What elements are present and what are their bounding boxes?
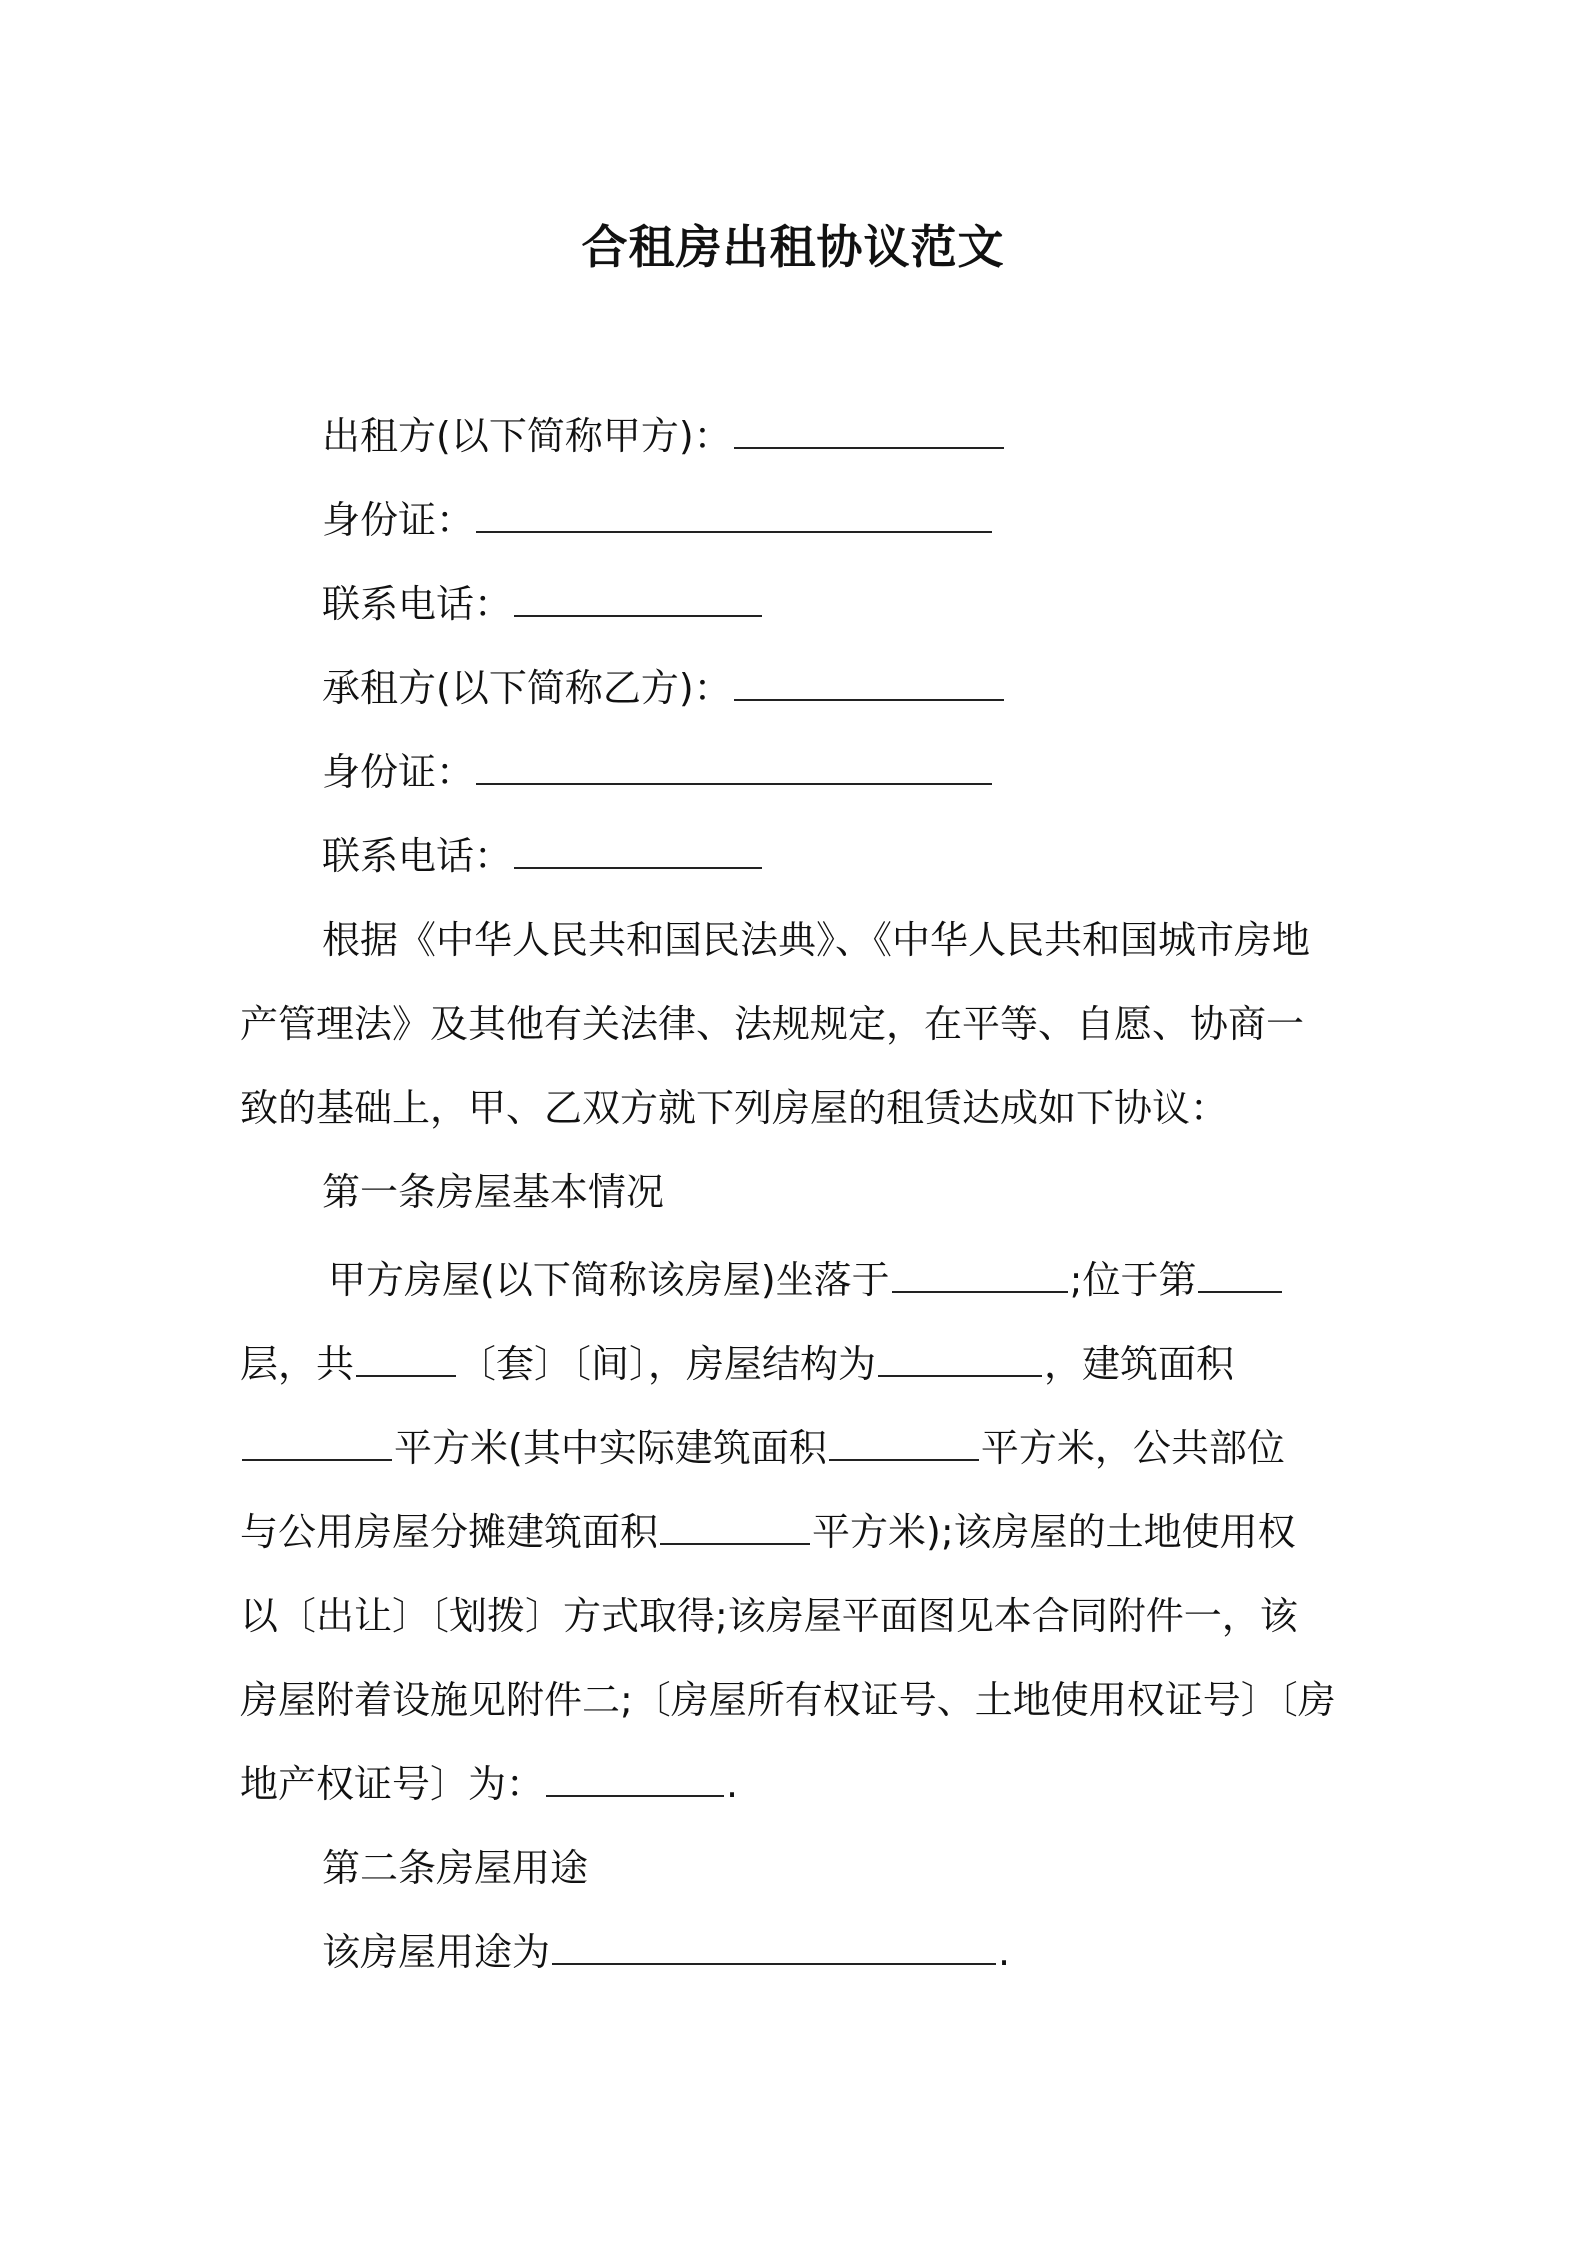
party-a-id-blank	[476, 497, 992, 533]
party-b-id-line	[322, 742, 994, 802]
article1-line	[240, 1754, 738, 1814]
party-a-id-line	[322, 490, 994, 550]
count-blank	[356, 1341, 456, 1377]
article1-line	[328, 1250, 1284, 1310]
party-a-line	[322, 406, 1006, 466]
article2-text: .	[998, 1930, 1011, 1974]
phone-label: 联系电话：	[322, 834, 513, 878]
article1-heading: 第一条房屋基本情况	[322, 1170, 665, 1214]
party-b-blank	[734, 665, 1004, 701]
article2-heading: 第二条房屋用途	[322, 1846, 589, 1890]
party-a-blank	[734, 413, 1004, 449]
article1-text: ，建筑面积	[1044, 1342, 1235, 1386]
article2-line	[322, 1922, 1010, 1982]
party-b-id-blank	[476, 749, 992, 785]
party-b-phone-blank	[514, 833, 762, 869]
article1-text: ;位于第	[1069, 1258, 1197, 1302]
article2-text: 该房屋用途为	[322, 1930, 551, 1974]
article1-text: 〔套〕〔间〕，房屋结构为	[458, 1342, 877, 1386]
structure-blank	[878, 1341, 1042, 1377]
floor-blank	[1198, 1257, 1282, 1293]
article1-text: 平方米(其中实际建筑面积	[394, 1426, 827, 1470]
article1-text: .	[726, 1762, 739, 1806]
actual-area-blank	[829, 1425, 979, 1461]
shared-area-blank	[660, 1509, 810, 1545]
building-area-blank	[242, 1425, 392, 1461]
certificate-blank	[546, 1761, 724, 1797]
id-card-label: 身份证：	[322, 498, 475, 542]
intro-line: 根据《中华人民共和国民法典》、《中华人民共和国城市房地	[322, 918, 1311, 962]
document-title: 合租房出租协议范文	[581, 220, 1005, 274]
party-b-label: 承租方(以下简称乙方)：	[322, 666, 732, 710]
phone-label: 联系电话：	[322, 582, 513, 626]
article1-text: 平方米，公共部位	[980, 1426, 1285, 1470]
article1-line: 以〔出让〕〔划拨〕方式取得;该房屋平面图见本合同附件一，该	[240, 1594, 1298, 1638]
party-b-phone-line	[322, 826, 764, 886]
usage-blank	[552, 1929, 996, 1965]
article1-text: 平方米);该房屋的土地使用权	[812, 1510, 1296, 1554]
intro-line: 产管理法》及其他有关法律、法规规定，在平等、自愿、协商一	[240, 1002, 1305, 1046]
article1-text: 地产权证号〕为：	[240, 1762, 545, 1806]
article1-text: 甲方房屋(以下简称该房屋)坐落于	[328, 1258, 890, 1302]
party-a-phone-blank	[514, 581, 762, 617]
article1-text: 与公用房屋分摊建筑面积	[240, 1510, 659, 1554]
intro-line: 致的基础上，甲、乙双方就下列房屋的租赁达成如下协议：	[240, 1086, 1229, 1130]
article1-line	[240, 1418, 1285, 1478]
article1-line	[240, 1502, 1296, 1562]
article1-line	[240, 1334, 1234, 1394]
party-a-label: 出租方(以下简称甲方)：	[322, 414, 732, 458]
party-b-line	[322, 658, 1006, 718]
location-blank	[892, 1257, 1068, 1293]
id-card-label: 身份证：	[322, 750, 475, 794]
article1-text: 层，共	[240, 1342, 355, 1386]
article1-line: 房屋附着设施见附件二;〔房屋所有权证号、土地使用权证号〕〔房	[240, 1678, 1336, 1722]
party-a-phone-line	[322, 574, 764, 634]
